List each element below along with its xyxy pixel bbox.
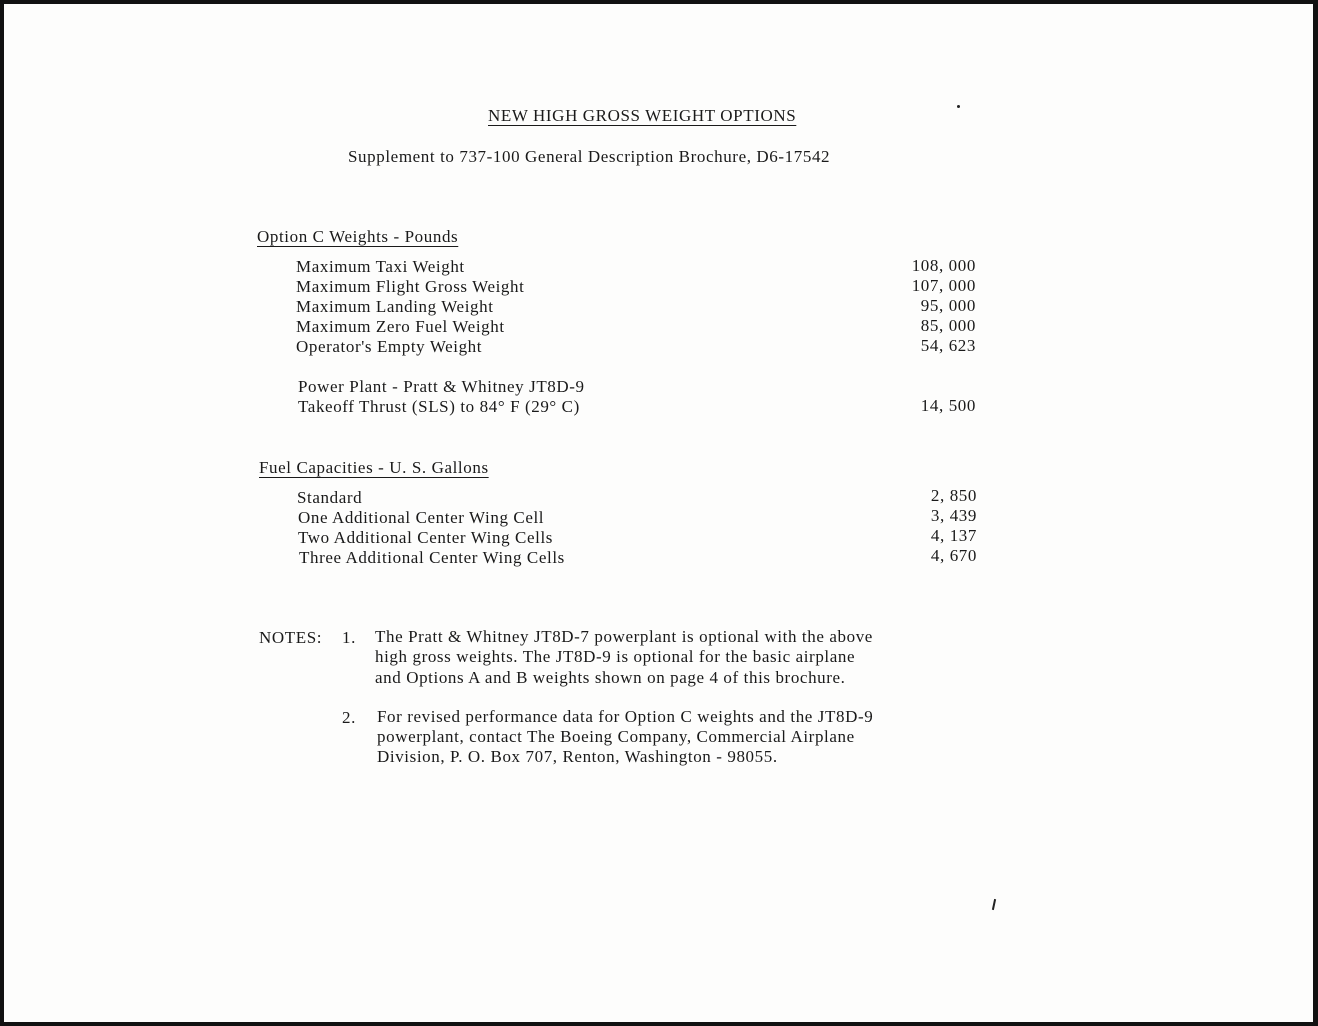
weight-label: Maximum Zero Fuel Weight [296, 317, 505, 336]
fuel-value: 3, 439 [930, 506, 977, 525]
fuel-label: One Additional Center Wing Cell [298, 508, 545, 527]
thrust-label: Takeoff Thrust (SLS) to 84° F (29° C) [298, 397, 580, 416]
note-line: Division, P. O. Box 707, Renton, Washington - 98055. [377, 747, 778, 766]
weight-value: 85, 000 [920, 316, 976, 335]
weight-value: 107, 000 [911, 276, 976, 295]
page-subtitle: Supplement to 737-100 General Description Brochure, D6-17542 [348, 147, 831, 166]
note-number: 2. [342, 708, 356, 727]
scan-edge-right [1313, 0, 1318, 1026]
weight-value: 95, 000 [920, 296, 976, 315]
note-line: For revised performance data for Option C weights and the JT8D-9 [377, 707, 874, 726]
scan-edge-left [0, 0, 4, 1026]
note-line: powerplant, contact The Boeing Company, Commercial Airplane [377, 727, 855, 746]
weight-value: 54, 623 [920, 336, 976, 355]
note-line: high gross weights. The JT8D-9 is optional for the basic airplane [375, 647, 856, 666]
note-number: 1. [342, 628, 356, 647]
page-title: NEW HIGH GROSS WEIGHT OPTIONS [488, 106, 797, 125]
fuel-label: Three Additional Center Wing Cells [299, 548, 565, 567]
power-plant-line: Power Plant - Pratt & Whitney JT8D-9 [298, 377, 585, 396]
thrust-value: 14, 500 [920, 396, 976, 415]
fuel-label: Two Additional Center Wing Cells [298, 528, 553, 547]
notes-label: NOTES: [259, 628, 323, 647]
note-line: and Options A and B weights shown on page 4 of this brochure. [375, 668, 846, 687]
note-line: The Pratt & Whitney JT8D-7 powerplant is optional with the above [375, 627, 873, 646]
weight-value: 108, 000 [911, 256, 976, 275]
weight-label: Operator's Empty Weight [296, 337, 483, 356]
weight-label: Maximum Taxi Weight [296, 257, 465, 276]
scan-speck [992, 899, 996, 910]
weight-label: Maximum Flight Gross Weight [296, 277, 525, 296]
option-c-heading: Option C Weights - Pounds [257, 227, 459, 246]
scan-edge-top [0, 0, 1318, 4]
fuel-heading: Fuel Capacities - U. S. Gallons [259, 458, 489, 477]
weight-label: Maximum Landing Weight [296, 297, 494, 316]
fuel-value: 4, 670 [930, 546, 977, 565]
fuel-value: 2, 850 [930, 486, 977, 505]
scan-speck [957, 105, 960, 108]
fuel-label: Standard [297, 488, 363, 507]
scan-edge-bottom [0, 1022, 1318, 1026]
fuel-value: 4, 137 [930, 526, 977, 545]
